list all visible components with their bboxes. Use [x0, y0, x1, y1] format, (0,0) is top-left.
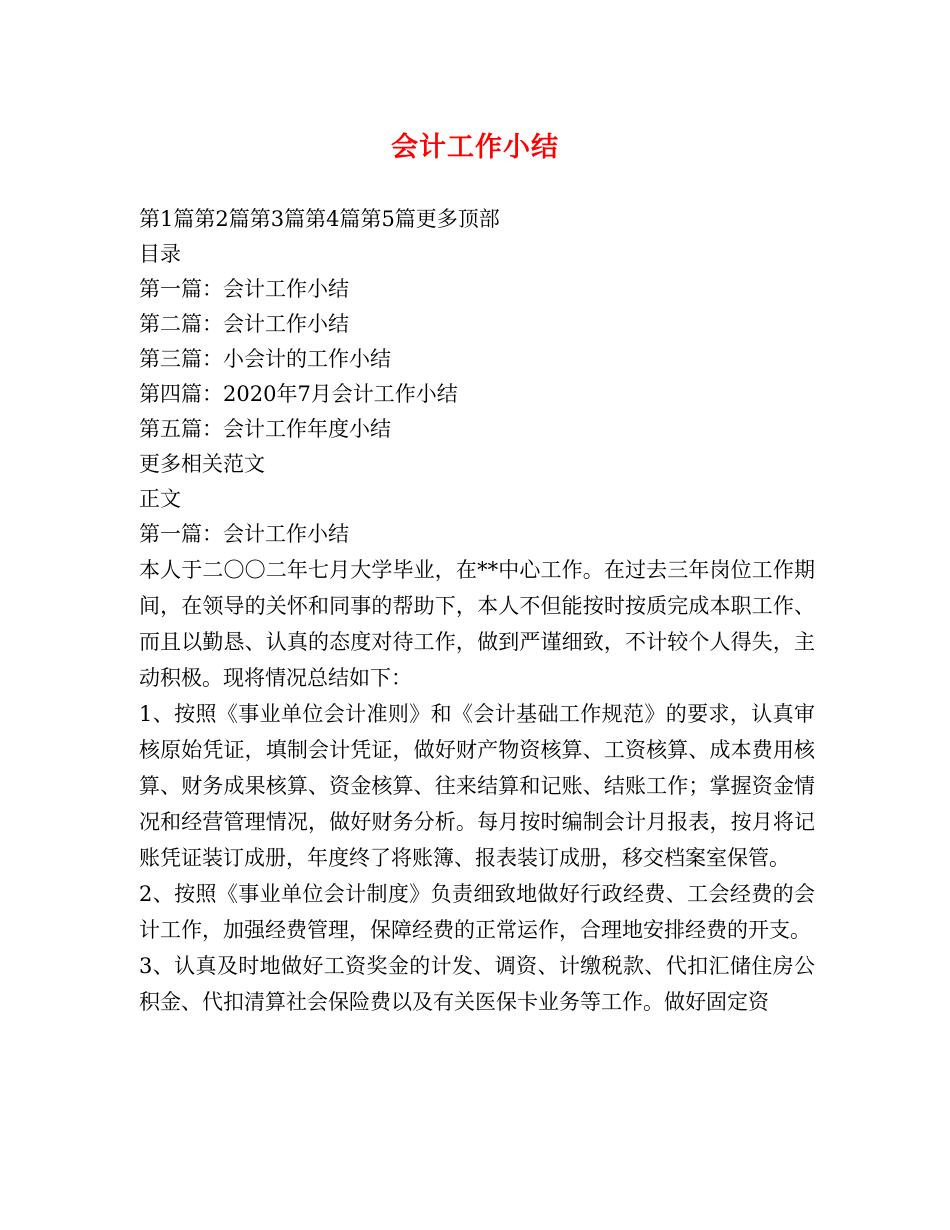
toc-item-4: 第四篇：2020年7月会计工作小结 — [139, 382, 458, 406]
table-of-contents — [139, 202, 819, 552]
toc-heading: 目录 — [139, 242, 181, 266]
body-heading: 正文 — [139, 487, 181, 511]
toc-nav-line: 第1篇第2篇第3篇第4篇第5篇更多顶部 — [139, 207, 500, 231]
toc-item-2: 第二篇：会计工作小结 — [139, 312, 349, 336]
toc-item-3: 第三篇：小会计的工作小结 — [139, 347, 391, 371]
paragraph-item-2: 2、按照《事业单位会计制度》负责细致地做好行政经费、工会经费的会计工作，加强经费管理，保障经费的正常运作，合理地安排经费的开支。 — [139, 882, 815, 942]
paragraph-item-3: 3、认真及时地做好工资奖金的计发、调资、计缴税款、代扣汇储住房公积金、代扣清算社会保险费以及有关医保卡业务等工作。做好固定资 — [139, 954, 815, 1014]
paragraph-item-1: 1、按照《事业单位会计准则》和《会计基础工作规范》的要求，认真审核原始凭证，填制会计凭证，做好财产物资核算、工资核算、成本费用核算、财务成果核算、资金核算、往来结算和记账、结账工作；掌握资金情况和经营管理情况，做好财务分析。每月按时编制会计月报表，按月将记账凭证装订成册，年度终了将账簿、报表装订成册，移交档案室保管。 — [139, 702, 815, 870]
paragraph-intro: 本人于二〇〇二年七月大学毕业，在**中心工作。在过去三年岗位工作期间，在领导的关怀和同事的帮助下，本人不但能按时按质完成本职工作、而且以勤恳、认真的态度对待工作，做到严谨细致，不计较个人得失，主动积极。现将情况总结如下： — [139, 558, 815, 690]
toc-item-5: 第五篇：会计工作年度小结 — [139, 417, 391, 441]
toc-item-1: 第一篇：会计工作小结 — [139, 277, 349, 301]
section-heading-1: 第一篇：会计工作小结 — [139, 522, 349, 546]
toc-more-related: 更多相关范文 — [139, 452, 265, 476]
document-body — [139, 552, 815, 1020]
document-title: 会计工作小结 — [391, 132, 559, 163]
